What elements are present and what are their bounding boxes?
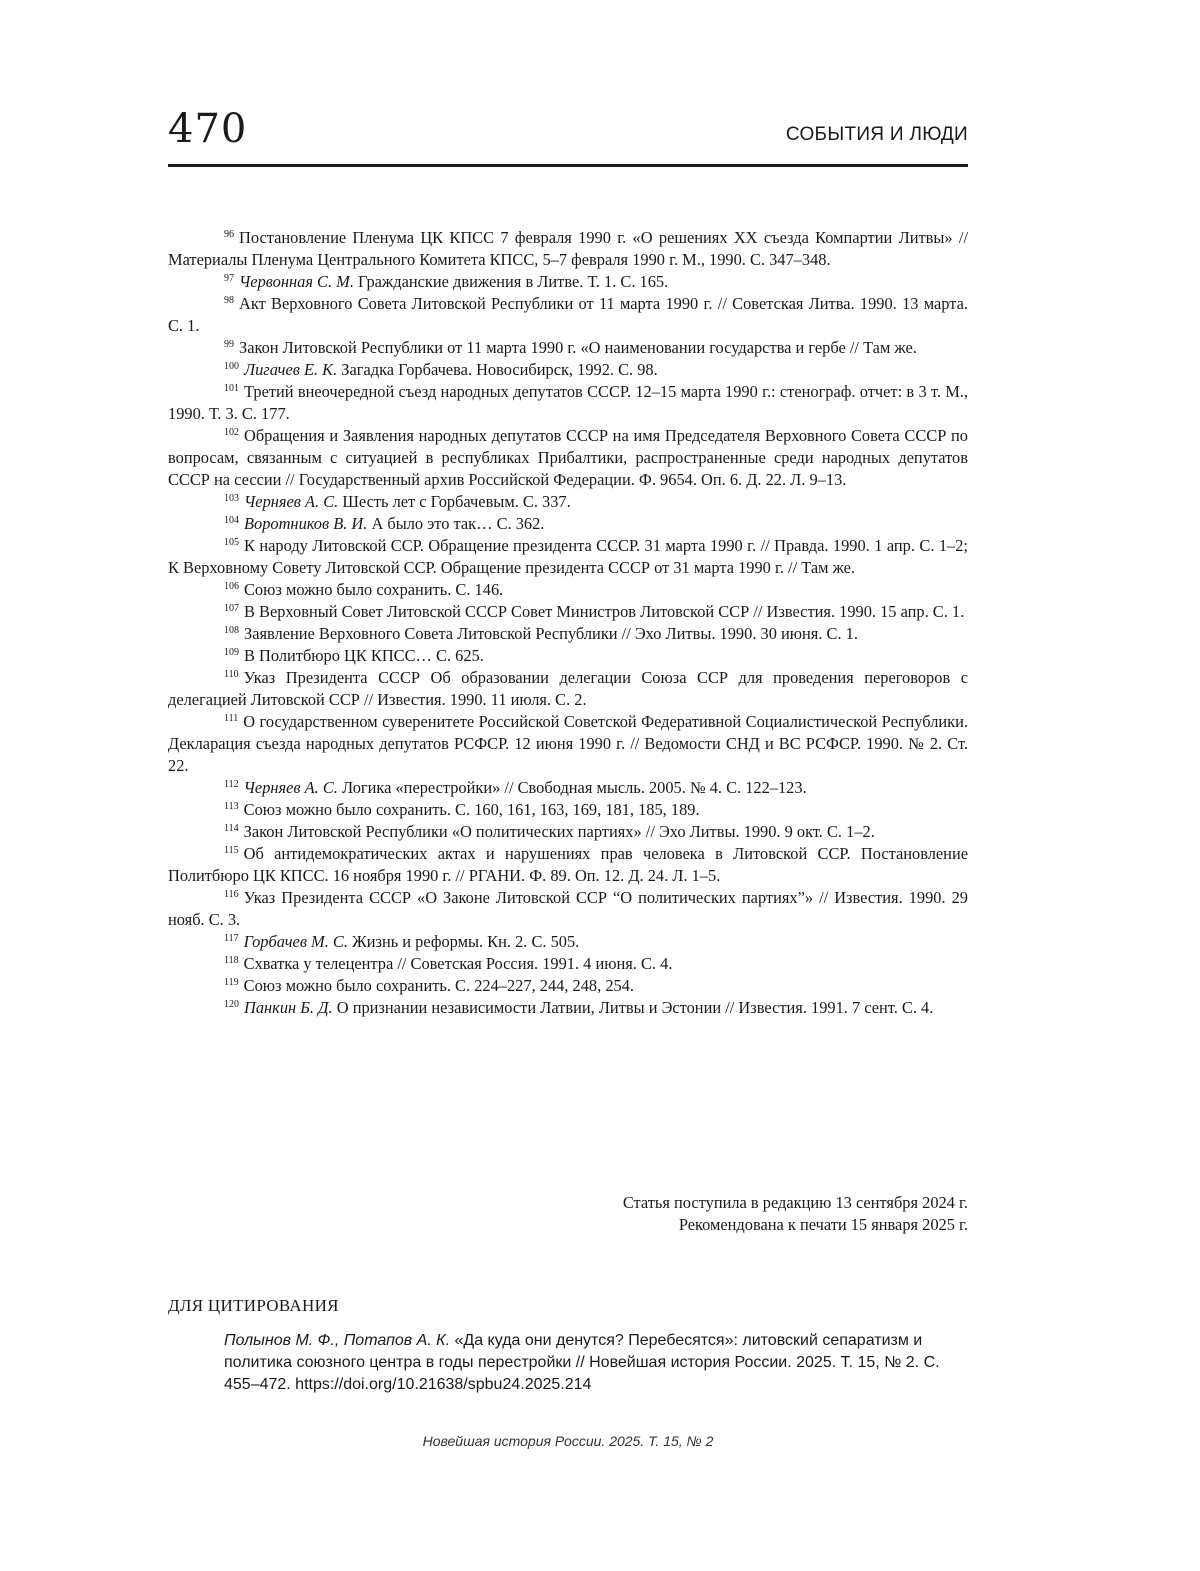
footnote-number: 107 xyxy=(224,603,239,614)
footnote-author: Панкин Б. Д. xyxy=(244,998,333,1017)
footnote-text: Союз можно было сохранить. С. 160, 161, 163, 169, 181, 185, 189. xyxy=(243,800,700,819)
footnote-number: 104 xyxy=(224,515,239,526)
footnote-text: Закон Литовской Республики от 11 марта 1990 г. «О наименовании государства и гербе // Там же. xyxy=(239,338,917,357)
footnote-text: Союз можно было сохранить. С. 224–227, 244, 248, 254. xyxy=(243,976,634,995)
citation-body xyxy=(224,1330,968,1396)
footnote xyxy=(168,227,968,271)
footnote-text: Союз можно было сохранить. С. 146. xyxy=(244,580,504,599)
footnote-text: А было это так… С. 362. xyxy=(367,514,545,533)
footnote-number: 102 xyxy=(224,427,239,438)
footnote-text: В Политбюро ЦК КПСС… С. 625. xyxy=(244,646,484,665)
footnote-text: Указ Президента СССР Об образовании делегации Союза ССР для проведения переговоров с делегацией Литовской ССР // Известия. 1990. 11 июля. С. 2. xyxy=(168,668,968,709)
footnote xyxy=(168,491,968,513)
footnote xyxy=(168,997,968,1019)
footnote xyxy=(168,271,968,293)
footnote xyxy=(168,711,968,777)
footnote-number: 103 xyxy=(224,493,239,504)
footnote xyxy=(168,667,968,711)
footnote-author: Черняев А. С. xyxy=(244,492,339,511)
footnote-text: К народу Литовской ССР. Обращение президента СССР. 31 марта 1990 г. // Правда. 1990. 1 апр. С. 1–2; К Верховному Совету Литовской ССР. Обращение президента СССР от 31 марта 1990 г. // Там же. xyxy=(168,536,968,577)
footnote xyxy=(168,425,968,491)
footnote-text: Гражданские движения в Литве. Т. 1. С. 165. xyxy=(353,272,669,291)
footnote xyxy=(168,359,968,381)
footnote-text: Постановление Пленума ЦК КПСС 7 февраля 1990 г. «О решениях XX съезда Компартии Литвы» // Материалы Пленума Центрального Комитета КПСС, 5–7 февраля 1990 г. М., 1990. С. 347–348. xyxy=(168,228,968,269)
footnote-number: 109 xyxy=(224,647,239,658)
footnote-number: 97 xyxy=(224,273,234,284)
footnote-text: Третий внеочередной съезд народных депутатов СССР. 12–15 марта 1990 г.: стенограф. отчет: в 3 т. М., 1990. Т. 3. С. 177. xyxy=(168,382,968,423)
footnote-number: 101 xyxy=(224,383,239,394)
footnote-text: Обращения и Заявления народных депутатов СССР на имя Председателя Верховного Совета СССР по вопросам, связанным с ситуацией в республиках Прибалтики, распространенные среди народных депутатов СССР на сессии // Государственный архив Российской Федерации. Ф. 9654. Оп. 6. Д. 22. Л. 9–13. xyxy=(168,426,968,489)
footnote xyxy=(168,381,968,425)
footnote-number: 98 xyxy=(224,295,234,306)
footnote-text: Загадка Горбачева. Новосибирск, 1992. С. 98. xyxy=(337,360,658,379)
footnote-text: В Верховный Совет Литовской СССР Совет Министров Литовской ССР // Известия. 1990. 15 апр. С. 1. xyxy=(244,602,965,621)
footnote xyxy=(168,777,968,799)
footnote-number: 119 xyxy=(224,977,239,988)
footnote-author: Воротников В. И. xyxy=(244,514,368,533)
footnote-text: Об антидемократических актах и нарушениях прав человека в Литовской ССР. Постановление Политбюро ЦК КПСС. 16 ноября 1990 г. // РГАНИ. Ф. 89. Оп. 12. Д. 24. Л. 1–5. xyxy=(168,844,968,885)
footnote xyxy=(168,601,968,623)
footnote-text: Указ Президента СССР «О Законе Литовской ССР “О политических партиях”» // Известия. 1990. 29 нояб. С. 3. xyxy=(168,888,968,929)
footnote-number: 110 xyxy=(224,669,239,680)
footnote-number: 115 xyxy=(224,845,239,856)
citation-authors: Полынов М. Ф., Потапов А. К. xyxy=(224,1332,451,1349)
footnote xyxy=(168,887,968,931)
footnote xyxy=(168,337,968,359)
citation-heading: ДЛЯ ЦИТИРОВАНИЯ xyxy=(168,1296,339,1315)
footnotes-list xyxy=(168,227,968,1019)
footnote-number: 99 xyxy=(224,339,234,350)
footnote-number: 114 xyxy=(224,823,239,834)
received-info xyxy=(623,1192,968,1236)
received-date: Статья поступила в редакцию 13 сентября 2024 г. xyxy=(622,1193,968,1212)
footnote-text: О государственном суверенитете Российской Советской Федеративной Социалистической Республики. Декларация съезда народных депутатов РСФСР. 12 июня 1990 г. // Ведомости СНД и ВС РСФСР. 1990. № 2. Ст. 22. xyxy=(168,712,968,775)
footnote-number: 105 xyxy=(224,537,239,548)
footnote xyxy=(168,293,968,337)
header-rule xyxy=(168,164,968,167)
footnote xyxy=(168,821,968,843)
footnote-text: Жизнь и реформы. Кн. 2. С. 505. xyxy=(347,932,580,951)
footnote-author: Черняев А. С. xyxy=(243,778,338,797)
footnote-text: О признании независимости Латвии, Литвы и Эстонии // Известия. 1991. 7 сент. С. 4. xyxy=(332,998,934,1017)
footnote-text: Закон Литовской Республики «О политических партиях» // Эхо Литвы. 1990. 9 окт. С. 1–2. xyxy=(243,822,875,841)
footnote-text: Шесть лет с Горбачевым. С. 337. xyxy=(338,492,571,511)
footnote xyxy=(168,799,968,821)
footnote-number: 118 xyxy=(224,955,239,966)
footnote-author: Червонная С. М. xyxy=(239,272,354,291)
footnote-number: 100 xyxy=(224,361,239,372)
footnote xyxy=(168,931,968,953)
footnote-number: 113 xyxy=(224,801,239,812)
footnote xyxy=(168,579,968,601)
footnote xyxy=(168,513,968,535)
footnote xyxy=(168,645,968,667)
footnote xyxy=(168,623,968,645)
section-title: СОБЫТИЯ И ЛЮДИ xyxy=(785,124,968,145)
footnote-author: Горбачев М. С. xyxy=(243,932,348,951)
footnote-number: 116 xyxy=(224,889,239,900)
footnote-number: 112 xyxy=(224,779,239,790)
footnote-number: 111 xyxy=(224,713,239,724)
footnote-number: 117 xyxy=(224,933,239,944)
footnote-text: Схватка у телецентра // Советская Россия. 1991. 4 июня. С. 4. xyxy=(243,954,673,973)
footnote-text: Логика «перестройки» // Свободная мысль. 2005. № 4. С. 122–123. xyxy=(337,778,807,797)
recommended-date: Рекомендована к печати 15 января 2025 г. xyxy=(678,1215,968,1234)
footnote-number: 96 xyxy=(224,229,234,240)
footnote-text: Заявление Верховного Совета Литовской Республики // Эхо Литвы. 1990. 30 июня. С. 1. xyxy=(244,624,858,643)
footnote-number: 106 xyxy=(224,581,239,592)
footnote xyxy=(168,843,968,887)
footnote xyxy=(168,953,968,975)
footnote xyxy=(168,535,968,579)
footnote-text: Акт Верховного Совета Литовской Республики от 11 марта 1990 г. // Советская Литва. 1990. 13 марта. С. 1. xyxy=(168,294,968,335)
citation-text: «Да куда они денутся? Перебесятся»: литовский сепаратизм и политика союзного центра в годы перестройки // Новейшая история России. 2025. Т. 15, № 2. С. 455–472. https://doi.org/10.21638/spbu24.2025.214 xyxy=(224,1332,940,1393)
footnote-number: 108 xyxy=(224,625,239,636)
footnote xyxy=(168,975,968,997)
footnote-author: Лигачев Е. К. xyxy=(244,360,338,379)
page-number: 470 xyxy=(168,106,248,152)
footnote-number: 120 xyxy=(224,999,239,1010)
running-footer: Новейшая история России. 2025. Т. 15, № 2 xyxy=(422,1433,714,1449)
